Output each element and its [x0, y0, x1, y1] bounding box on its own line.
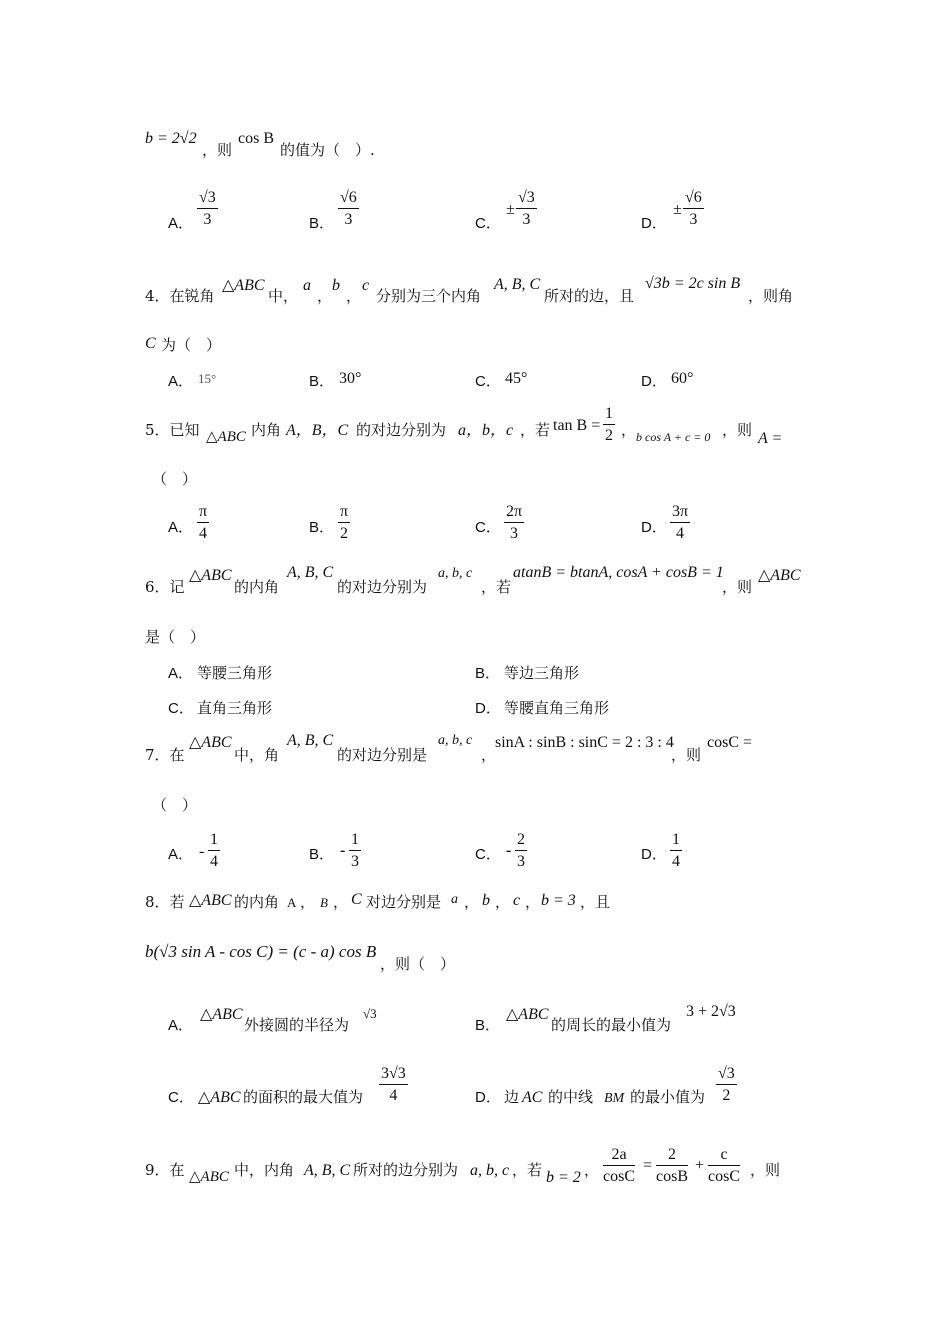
q8-text: 对边分别是 — [366, 893, 442, 911]
q6-text: 的对边分别为 — [337, 578, 428, 596]
q5-number: 5．已知 — [145, 421, 200, 439]
q4-side-c: c — [362, 277, 370, 294]
q3-option-c-value: $\frac{√3}{3}$ — [518, 189, 535, 228]
q6-option-a-text: 等腰三角形 — [197, 664, 273, 682]
q6-option-b-text: 等边三角形 — [504, 664, 580, 682]
q8-angle-a: A — [287, 895, 297, 910]
q8-option-d-text: 的最小值为 — [630, 1088, 706, 1106]
q9-fraction-3: $\frac{c}{\cos C}$ — [708, 1146, 740, 1185]
q5-equation: b cos A + c = 0 — [636, 430, 711, 444]
q6-option-d-text: 等腰直角三角形 — [504, 699, 610, 717]
q5-comma: ， — [621, 421, 637, 439]
q5-option-a-label[interactable]: A． — [168, 519, 194, 536]
q7-option-b-label[interactable]: B． — [309, 846, 335, 863]
q9-fraction-1: $\frac{2a}{\cos C}$ — [603, 1146, 635, 1185]
q4-text: ，则角 — [748, 287, 794, 305]
q9-sides: a, b, c — [470, 1162, 510, 1179]
q8-option-d-value: $\frac{√3}{2}$ — [718, 1065, 735, 1104]
q3-option-c-label[interactable]: C． — [475, 215, 501, 232]
q8-option-c-triangle: △ABC — [198, 1089, 241, 1106]
q9-angles: A, B, C — [304, 1162, 351, 1179]
q4-comma: ， — [317, 287, 333, 305]
q8-text: ，且 — [580, 893, 611, 911]
q8-equation: b(√3 sin A - cos C) = (c - a) cos B — [145, 942, 377, 961]
q8-text: ，则（ ） — [380, 955, 456, 973]
q5-option-b-value: $\frac{\pi}{2}$ — [340, 503, 349, 542]
q7-option-d-label[interactable]: D． — [641, 846, 667, 863]
q8-side-b: b — [482, 892, 490, 909]
q4-option-a-value: 15° — [198, 371, 217, 386]
q4-triangle: △ABC — [222, 277, 265, 294]
q5-option-a-value: $\frac{\pi}{4}$ — [199, 503, 208, 542]
q8-option-b-value: 3 + 2√3 — [686, 1003, 736, 1020]
q4-number: 4．在锐角 — [145, 287, 215, 305]
q8-comma: ， — [333, 893, 349, 911]
q3-condition: b = 2√2 — [145, 130, 197, 147]
q8-angle-b: B — [320, 895, 328, 910]
q4-angles: A, B, C — [494, 276, 541, 293]
q9-equals: = — [643, 1157, 653, 1174]
q4-option-b-label[interactable]: B． — [309, 373, 335, 390]
q7-option-b-sign: - — [340, 842, 346, 859]
q7-option-d-value: $\frac{1}{4}$ — [672, 831, 680, 870]
q7-comma: ， — [481, 746, 497, 764]
q4-text: 所对的边，且 — [544, 287, 635, 305]
q3-text: ，则 — [202, 141, 233, 159]
q4-option-d-label[interactable]: D． — [641, 373, 667, 390]
q8-triangle: △ABC — [189, 892, 232, 909]
q9-number: 9．在 — [145, 1161, 185, 1179]
q8-number: 8．若 — [145, 893, 185, 911]
q8-option-d-text: 的中线 — [548, 1088, 594, 1106]
q8-angle-c: C — [351, 891, 362, 908]
q8-option-d-label[interactable]: D． — [475, 1089, 501, 1106]
q7-ratio: sinA : sinB : sinC = 2 : 3 : 4 — [495, 734, 674, 751]
q5-text: ，则 — [722, 421, 753, 439]
q5-angles: A，B，C — [286, 422, 349, 439]
q3-option-b-value: $\frac{√6}{3}$ — [340, 189, 357, 228]
q8-option-b-label[interactable]: B． — [475, 1017, 501, 1034]
q6-triangle: △ABC — [189, 567, 232, 584]
q8-option-b-triangle: △ABC — [506, 1006, 549, 1023]
q7-triangle: △ABC — [189, 734, 232, 751]
q5-text: 内角 — [251, 421, 282, 439]
q7-text: ，则 — [671, 746, 702, 764]
q4-var-c: C — [145, 335, 156, 352]
q5-option-b-label[interactable]: B． — [309, 519, 335, 536]
q9-triangle: △ABC — [189, 1169, 229, 1185]
q3-expr: cos B — [238, 130, 274, 147]
q5-option-d-value: $\frac{3\pi}{4}$ — [672, 503, 689, 542]
q5-option-c-label[interactable]: C． — [475, 519, 501, 536]
q6-option-b-label[interactable]: B． — [475, 665, 501, 682]
q4-option-c-label[interactable]: C． — [475, 373, 501, 390]
q7-option-a-sign: - — [199, 843, 205, 860]
q7-line2: （ ） — [152, 796, 198, 814]
q4-option-d-value: 60° — [671, 370, 694, 387]
q4-equation: √3b = 2c sin B — [645, 275, 741, 292]
q4-option-c-value: 45° — [505, 370, 528, 387]
q4-option-a-label[interactable]: A． — [168, 373, 194, 390]
q7-sides: a, b, c — [438, 733, 473, 748]
q9-text: 所对的边分别为 — [353, 1161, 459, 1179]
q9-text: 中，内角 — [234, 1161, 295, 1179]
q8-option-c-label[interactable]: C． — [168, 1089, 194, 1106]
q7-answer: cosC = — [707, 734, 753, 751]
q7-option-c-label[interactable]: C． — [475, 846, 501, 863]
q4-side-b: b — [332, 277, 340, 294]
q9-b-equals: b = 2 — [546, 1169, 581, 1186]
q6-option-d-label[interactable]: D． — [475, 700, 501, 717]
q4-option-b-value: 30° — [339, 370, 362, 387]
q8-comma: ， — [495, 893, 511, 911]
q7-angles: A, B, C — [287, 732, 334, 749]
q8-option-a-label[interactable]: A． — [168, 1017, 194, 1034]
q7-option-a-label[interactable]: A． — [168, 846, 194, 863]
q3-option-b-label[interactable]: B． — [309, 215, 335, 232]
q7-option-b-value: $\frac{1}{3}$ — [351, 831, 359, 870]
q6-option-c-text: 直角三角形 — [197, 699, 273, 717]
q8-option-a-value: √3 — [363, 1006, 377, 1021]
q6-text: 的内角 — [234, 578, 280, 596]
q8-option-c-value: $\frac{3√3}{4}$ — [381, 1065, 406, 1104]
q9-fraction-2: $\frac{2}{\cos B}$ — [656, 1146, 688, 1185]
q6-line2: 是（ ） — [145, 628, 206, 646]
q5-sides: a，b，c — [458, 422, 514, 439]
q3-option-c-sign: ± — [506, 201, 515, 218]
q5-answer: A = — [758, 430, 783, 447]
q3-option-d-sign: ± — [673, 201, 682, 218]
q8-option-c-text: 的面积的最大值为 — [243, 1088, 364, 1106]
q7-option-c-sign: - — [506, 842, 512, 859]
q5-triangle: △ABC — [206, 429, 246, 445]
q9-plus: + — [695, 1157, 705, 1174]
q8-option-a-triangle: △ABC — [200, 1006, 243, 1023]
q3-option-a-value: $\frac{√3}{3}$ — [199, 189, 216, 228]
q4-text: 中， — [268, 287, 299, 305]
q9-text: ，若 — [512, 1161, 543, 1179]
q3-option-d-value: $\frac{√6}{3}$ — [685, 189, 702, 228]
q4-side-a: a — [303, 277, 311, 294]
q9-comma: ， — [584, 1161, 600, 1179]
q7-text: 中，角 — [234, 746, 280, 764]
q5-tanb: tan B = — [553, 417, 601, 434]
q5-text: 的对边分别为 — [356, 421, 447, 439]
q6-text: ，若 — [481, 578, 512, 596]
q8-side-c: c — [513, 892, 521, 909]
q8-option-a-text: 外接圆的半径为 — [244, 1016, 350, 1034]
q5-option-c-value: $\frac{2\pi}{3}$ — [506, 503, 523, 542]
q6-triangle-2: △ABC — [758, 567, 801, 584]
q8-text: 的内角 — [234, 893, 280, 911]
q5-option-d-label[interactable]: D． — [641, 519, 667, 536]
q5-half: $\frac{1}{2}$ — [605, 405, 613, 444]
q8-comma: ， — [300, 893, 316, 911]
q8-comma: ， — [464, 893, 480, 911]
q6-equation: atanB = btanA, cosA + cosB = 1 — [513, 564, 724, 581]
q3-question-text: 的值为（ ）. — [280, 141, 375, 159]
q6-angles: A, B, C — [287, 564, 334, 581]
q8-b-equals: b = 3 — [541, 892, 576, 909]
q3-option-d-label[interactable]: D． — [641, 215, 667, 232]
q7-text: 的对边分别是 — [337, 746, 428, 764]
q8-option-d-bm: BM — [604, 1091, 625, 1106]
q4-text: 分别为三个内角 — [376, 287, 482, 305]
q8-option-b-text: 的周长的最小值为 — [551, 1016, 672, 1034]
q7-option-a-value: $\frac{1}{4}$ — [210, 831, 218, 870]
q9-text: ，则 — [750, 1161, 781, 1179]
q8-comma: ， — [525, 893, 541, 911]
q6-option-a-label[interactable]: A． — [168, 665, 194, 682]
q5-text: ，若 — [520, 421, 551, 439]
q4-comma: ， — [346, 287, 362, 305]
q8-side-a: a — [451, 892, 458, 907]
q8-option-d-ac: AC — [522, 1089, 543, 1106]
q6-sides: a, b, c — [438, 566, 473, 581]
q7-option-c-value: $\frac{2}{3}$ — [517, 831, 525, 870]
q7-number: 7．在 — [145, 746, 185, 764]
q6-option-c-label[interactable]: C． — [168, 700, 194, 717]
q3-option-a-label[interactable]: A． — [168, 215, 194, 232]
q5-line2: （ ） — [152, 470, 198, 488]
q8-option-d-text: 边 — [504, 1088, 520, 1106]
q6-number: 6．记 — [145, 578, 185, 596]
q6-text: ，则 — [722, 578, 753, 596]
q4-line2: 为（ ） — [161, 336, 222, 354]
